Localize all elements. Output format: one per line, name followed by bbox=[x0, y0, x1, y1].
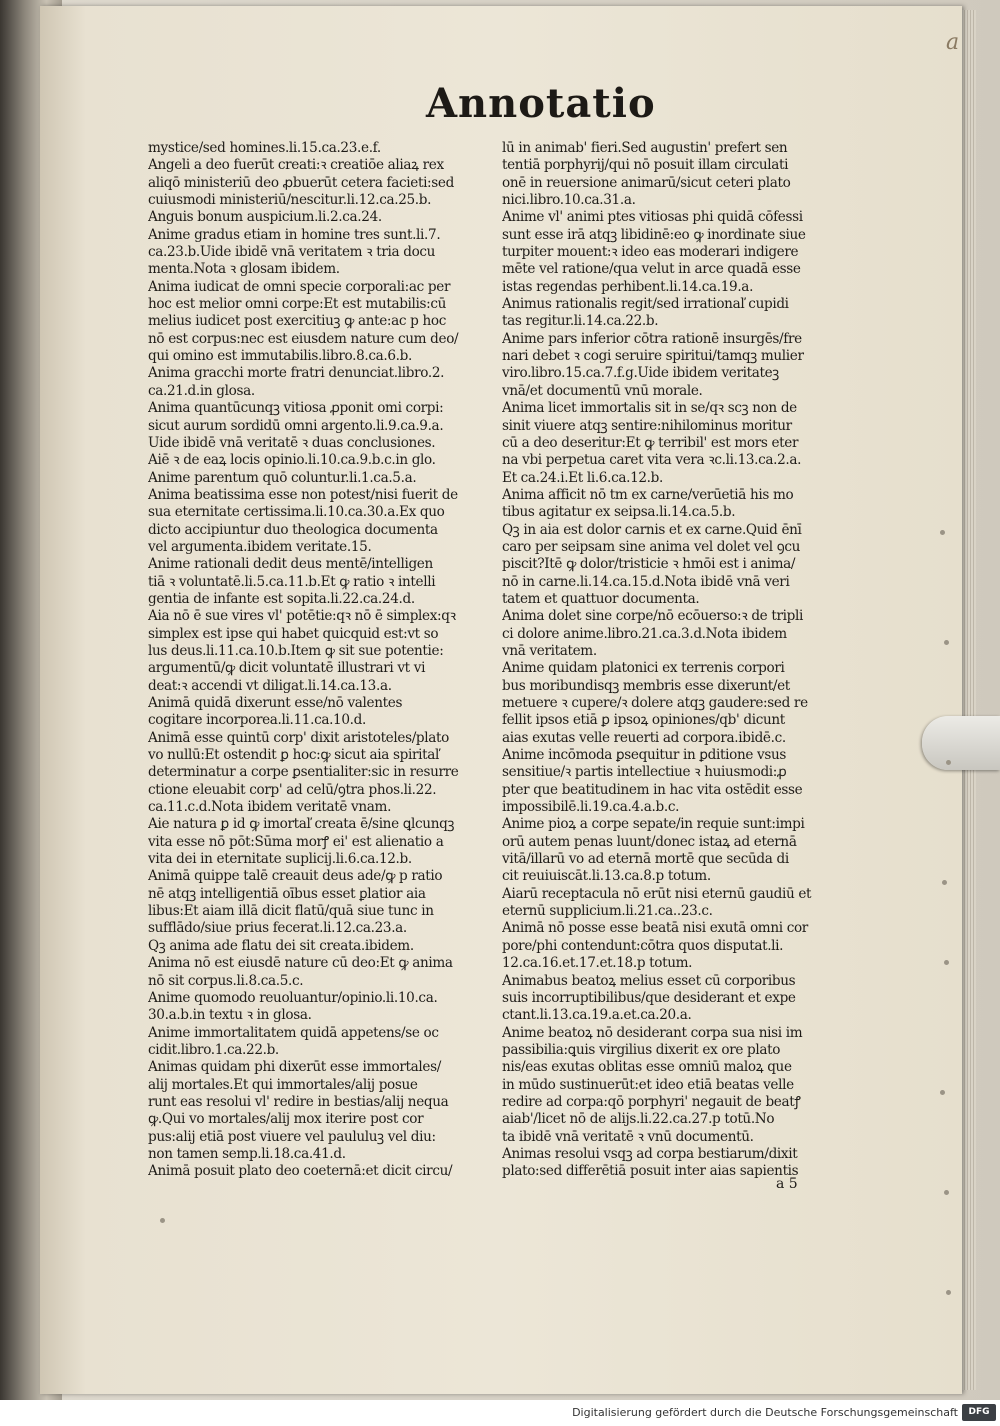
text-line: Animabus beatoꝝ melius esset cū corporibus bbox=[502, 972, 796, 989]
text-line: dicto accipiuntur duo theologica documenta bbox=[148, 521, 438, 538]
text-line: runt eas resolui vl' redire in bestias/alij nequa bbox=[148, 1093, 449, 1110]
binding-hole bbox=[944, 640, 949, 645]
text-line: pore/phi contendunt:cōtra quos disputat.li. bbox=[502, 937, 784, 954]
text-line: sensitiue/ꝛ partis intellectiue ꝛ huiusmodi:ꝓ bbox=[502, 764, 787, 781]
text-line: sicut aurum sordidū omni argento.li.9.ca.9.a. bbox=[148, 417, 444, 434]
binding-hole bbox=[944, 960, 949, 965]
text-line: alij mortales.Et qui immortales/alij posue bbox=[148, 1076, 418, 1093]
text-line: ta ibidē vnā veritatē ꝛ vnū documentū. bbox=[502, 1128, 754, 1145]
text-line: vitā/illarū vo ad eternā mortē que secūda di bbox=[502, 851, 789, 868]
text-line: Animā posuit plato deo coeternā:et dicit circu/ bbox=[148, 1163, 453, 1180]
text-line: pter que beatitudinem in hac vita ostēdit esse bbox=[502, 781, 803, 798]
text-line: nō est corpus:nec est eiusdem nature cum deo/ bbox=[148, 330, 459, 347]
page-title: Annotatio bbox=[426, 80, 656, 127]
text-line: suis incorruptibilibus/que desiderant et expe bbox=[502, 989, 796, 1006]
text-line: Animas resolui vsqꝫ ad corpa bestiarum/dixit bbox=[502, 1145, 798, 1162]
text-line: Animas quidam phi dixerūt esse immortales/ bbox=[148, 1059, 441, 1076]
dfg-logo-icon: DFG bbox=[962, 1404, 996, 1421]
text-line: redire ad corpa:qō porphyri' negauit de beatꝭ bbox=[502, 1093, 801, 1110]
text-line: Anime parentum quō coluntur.li.1.ca.5.a. bbox=[148, 469, 417, 486]
text-line: ca.11.c.d.Nota ibidem veritatē vnam. bbox=[148, 799, 392, 816]
text-line: fellit ipsos etiā ꝑ ipsoꝝ opiniones/qb' dicunt bbox=[502, 712, 785, 729]
text-line: vnā veritatem. bbox=[502, 642, 597, 659]
text-line: tiā ꝛ voluntatē.li.5.ca.11.b.Et ꝙ ratio ꝛ intelli bbox=[148, 573, 436, 590]
right-column bbox=[502, 140, 850, 1181]
text-line: Anima beatissima esse non potest/nisi fuerit de bbox=[148, 486, 458, 503]
text-line: Qꝫ in aia est dolor carnis et ex carne.Quid ēnī bbox=[502, 521, 802, 538]
text-line: 30.a.b.in textu ꝛ in glosa. bbox=[148, 1007, 312, 1024]
text-line: deat:ꝛ accendi vt diligat.li.14.ca.13.a. bbox=[148, 677, 392, 694]
text-line: impossibilē.li.19.ca.4.a.b.c. bbox=[502, 799, 680, 816]
text-line: lus deus.li.11.ca.10.b.Item ꝙ sit sue potentie: bbox=[148, 642, 444, 659]
text-line: Anima afficit nō tm ex carne/verūetiā his mo bbox=[502, 486, 794, 503]
text-line: passibilia:ꝗuis virgilius dixerit ex ore plato bbox=[502, 1041, 781, 1058]
text-line: Anime vl' animi ptes vitiosas phi quidā cōfessi bbox=[502, 209, 803, 226]
text-line: Animā quidā dixerunt esse/nō valentes bbox=[148, 695, 403, 711]
text-line: Anima quantūcunqꝫ vitiosa ꝓponit omi corpi: bbox=[148, 400, 444, 417]
text-line: plato:sed differētiā posuit inter aias sapientis bbox=[502, 1163, 799, 1180]
text-line: nis/eas exutas oblitas esse omniū maloꝝ que bbox=[502, 1059, 792, 1076]
text-line: sunt esse irā atqꝫ libidinē:eo ꝙ inordinate siue bbox=[502, 226, 806, 243]
text-line: Anime pioꝝ a corpe sepate/in requie sunt:impi bbox=[502, 816, 805, 833]
text-line: nari debet ꝛ cogi seruire spiritui/tamqꝫ mulier bbox=[502, 348, 804, 365]
text-line: bus moribundisqꝫ membris esse dixerunt/et bbox=[502, 677, 790, 694]
text-line: turpiter mouent:ꝛ ideo eas moderari indigere bbox=[502, 244, 799, 261]
text-line: Anime quidam platonici ex terrenis corpori bbox=[502, 660, 785, 677]
binding-hole bbox=[940, 530, 945, 535]
text-line: lū in animab' fieri.Sed augustin' prefert sen bbox=[502, 140, 788, 156]
text-line: aias exutas velle reuerti ad corpora.ibidē.c. bbox=[502, 729, 786, 746]
text-line: Anime pars inferior cōtra rationē insurgēs/fre bbox=[502, 330, 802, 347]
text-line: Anima dolet sine corpe/nō ecōuerso:ꝛ de tripli bbox=[502, 608, 803, 625]
text-line: pus:alij etiā post viuere vel paululuꝫ vel diu: bbox=[148, 1128, 436, 1145]
funding-note: Digitalisierung gefördert durch die Deutsche Forschungsgemeinschaft bbox=[572, 1406, 958, 1419]
text-line: determinatur a corpe ꝑsentialiter:sic in resurre bbox=[148, 764, 459, 781]
text-line: Aia nō ē sue vires vl' potētie:qꝛ nō ē simplex:qꝛ bbox=[148, 608, 456, 625]
text-line: tatem et quattuor documenta. bbox=[502, 590, 700, 607]
text-line: istas regendas perhibent.li.14.ca.19.a. bbox=[502, 278, 754, 295]
text-line: cuiusmodi ministeriū/nescitur.li.12.ca.25.b. bbox=[148, 192, 432, 209]
text-line: orū autem penas luunt/donec istaꝝ ad eternā bbox=[502, 833, 797, 850]
text-line: Aie natura ꝑ id ꝙ imortaľ creata ē/sine ꝗlcunqꝫ bbox=[148, 816, 455, 833]
text-line: Anima licet immortalis sit in se/qꝛ scꝫ non de bbox=[502, 400, 797, 417]
text-line: tas regitur.li.14.ca.22.b. bbox=[502, 313, 659, 330]
text-line: metuere ꝛ cupere/ꝛ dolere atqꝫ gaudere:sed re bbox=[502, 695, 808, 711]
running-header bbox=[0, 80, 1000, 130]
text-line: onē in reuersione animarū/sicut ceteri plato bbox=[502, 174, 791, 191]
text-line: Anime quomodo reuoluantur/opinio.li.10.ca. bbox=[148, 989, 438, 1006]
text-line: in mūdo sustinuerūt:et ideo etiā beatas velle bbox=[502, 1076, 794, 1093]
text-line: hoc est melior omni corpe:Et est mutabilis:cū bbox=[148, 296, 447, 313]
text-line: aiab'/licet nō de alijs.li.22.ca.27.p totū.No bbox=[502, 1111, 775, 1128]
text-line: qui omino est immutabilis.libro.8.ca.6.b. bbox=[148, 348, 412, 365]
text-line: Qꝫ anima ade flatu dei sit creata.ibidem. bbox=[148, 937, 414, 954]
text-line: Anima nō est eiusdē nature cū deo:Et ꝙ anima bbox=[148, 955, 453, 972]
binding-hole bbox=[946, 1290, 951, 1295]
text-line: Anguis bonum auspicium.li.2.ca.24. bbox=[148, 209, 382, 226]
text-line: Anime beatoꝝ nō desiderant corpa sua nisi im bbox=[502, 1024, 803, 1041]
text-line: Animus rationalis regit/sed irrationaľ cupidi bbox=[502, 296, 789, 313]
page-edges bbox=[962, 10, 976, 1390]
text-line: tibus agitatur ex seipsa.li.14.ca.5.b. bbox=[502, 504, 736, 521]
text-line: vita dei in eternitate suplicij.li.6.ca.12.b. bbox=[148, 851, 412, 868]
binding-hole bbox=[160, 1218, 165, 1223]
text-line: Animā nō posse esse beatā nisi exutā omni cor bbox=[502, 920, 808, 937]
text-line: non tamen semp.li.18.ca.41.d. bbox=[148, 1145, 346, 1162]
text-line: ꝙ.Qui vo mortales/alij mox iterire post cor bbox=[148, 1111, 424, 1128]
text-line: libus:Et aiam illā dicit flatū/quā siue tunc in bbox=[148, 903, 434, 920]
text-line: nici.libro.10.ca.31.a. bbox=[502, 192, 636, 209]
text-line: simplex est ipse qui habet quicquid est:vt so bbox=[148, 625, 439, 642]
signature-mark: a 5 bbox=[776, 1176, 798, 1192]
text-line: Animā esse quintū corp' dixit aristoteles/plato bbox=[148, 729, 449, 746]
text-line: vo nullū:Et ostendit ꝑ hoc:ꝙ sicut aia spiritaľ bbox=[148, 747, 439, 764]
text-line: argumentū/ꝙ dicit voluntatē illustrari vt vi bbox=[148, 660, 426, 677]
text-line: Anima gracchi morte fratri denunciat.libro.2. bbox=[148, 365, 445, 382]
text-line: 12.ca.16.et.17.et.18.p totum. bbox=[502, 955, 693, 972]
text-line: Aiarū receptacula nō erūt nisi eternū gaudiū et bbox=[502, 885, 812, 902]
footer-bar bbox=[0, 1400, 1000, 1426]
text-line: ctione eleuabit corp' ad celū/ꝯtra phos.li.22. bbox=[148, 781, 437, 798]
text-line: cū a deo deseritur:Et ꝙ terribil' est mors eter bbox=[502, 434, 799, 451]
text-line: eternū supplicium.li.21.ca..23.c. bbox=[502, 903, 713, 920]
text-line: ca.23.b.Uide ibidē vnā veritatem ꝛ tria docu bbox=[148, 244, 436, 261]
text-line: nō in carne.li.14.ca.15.d.Nota ibidē vnā veri bbox=[502, 573, 790, 590]
text-line: Anime rationali dedit deus mentē/intelligen bbox=[148, 556, 433, 573]
binding-hole bbox=[940, 1090, 945, 1095]
text-line: Anima iudicat de omni specie corporali:ac per bbox=[148, 278, 451, 295]
text-line: Uide ibidē vnā veritatē ꝛ duas conclusiones. bbox=[148, 434, 436, 451]
text-line: melius iudicet post exercitiuꝫ ꝙ ante:ac p hoc bbox=[148, 313, 446, 330]
text-line: caro per seipsam sine anima vel dolet vel ꝯcu bbox=[502, 538, 801, 555]
text-line: viro.libro.15.ca.7.f.g.Uide ibidem veritateꝫ bbox=[502, 365, 779, 382]
text-line: menta.Nota ꝛ glosam ibidem. bbox=[148, 261, 340, 278]
text-line: cidit.libro.1.ca.22.b. bbox=[148, 1041, 279, 1058]
text-line: cogitare incorporea.li.11.ca.10.d. bbox=[148, 712, 366, 729]
text-line: ca.21.d.in glosa. bbox=[148, 382, 255, 399]
text-line: sinit viuere atqꝫ sentire:nihilominus moritur bbox=[502, 417, 792, 434]
binding-hole bbox=[946, 760, 951, 765]
text-line: Anime incōmoda ꝑsequitur in ꝑditione vsus bbox=[502, 747, 787, 764]
text-line: nē atqꝫ intelligentiā oībus esset ꝑlatior aia bbox=[148, 885, 426, 902]
text-line: nō sit corpus.li.8.ca.5.c. bbox=[148, 972, 304, 989]
text-line: Angeli a deo fuerūt creati:ꝛ creatiōe aliaꝝ rex bbox=[148, 157, 444, 174]
text-line: Animā quippe talē creauit deus ade/ꝙ p ratio bbox=[148, 868, 443, 885]
text-line: mēte vel ratione/qua velut in arce quadā esse bbox=[502, 261, 801, 278]
text-line: Anime gradus etiam in homine tres sunt.li.7. bbox=[148, 226, 441, 243]
page-clip bbox=[922, 716, 1000, 770]
text-line: sufflādo/siue prius fecerat.li.12.ca.23.a. bbox=[148, 920, 407, 937]
binding-hole bbox=[942, 880, 947, 885]
binding-hole bbox=[944, 1190, 949, 1195]
text-line: gentia de infante est sopita.li.22.ca.24.d. bbox=[148, 590, 415, 607]
text-line: ctant.li.13.ca.19.a.et.ca.20.a. bbox=[502, 1007, 692, 1024]
text-line: cit reuiuiscāt.li.13.ca.8.p totum. bbox=[502, 868, 711, 885]
text-line: vita esse nō pōt:Sūma morꝭ ei' est alienatio a bbox=[148, 833, 444, 850]
text-line: Anime immortalitatem quidā appetens/se oc bbox=[148, 1024, 439, 1041]
text-line: vnā/et documentū vnū morale. bbox=[502, 382, 703, 399]
text-line: Aiē ꝛ de eaꝝ locis opinio.li.10.ca.9.b.c.in glo. bbox=[148, 452, 436, 469]
text-line: piscit?Itē ꝙ dolor/tristicie ꝛ hmōi est i anima/ bbox=[502, 556, 796, 573]
text-line: na vbi perpetua caret vita vera ꝛc.li.13.ca.2.a. bbox=[502, 452, 802, 469]
text-line: vel argumenta.ibidem veritate.15. bbox=[148, 538, 372, 555]
text-line: aliqō ministeriū deo ꝓbuerūt cetera facieti:sed bbox=[148, 174, 454, 191]
left-column bbox=[148, 140, 488, 1181]
text-line: Et ca.24.i.Et li.6.ca.12.b. bbox=[502, 469, 663, 486]
text-line: tentiā porphyrij/qui nō posuit illam circulati bbox=[502, 157, 789, 174]
text-line: ci dolore anime.libro.21.ca.3.d.Nota ibidem bbox=[502, 625, 787, 642]
text-line: mystice/sed homines.li.15.ca.23.e.f. bbox=[148, 140, 381, 156]
text-line: sua eternitate certissima.li.10.ca.30.a.Ex quo bbox=[148, 504, 445, 521]
folio-mark: a bbox=[946, 30, 960, 55]
